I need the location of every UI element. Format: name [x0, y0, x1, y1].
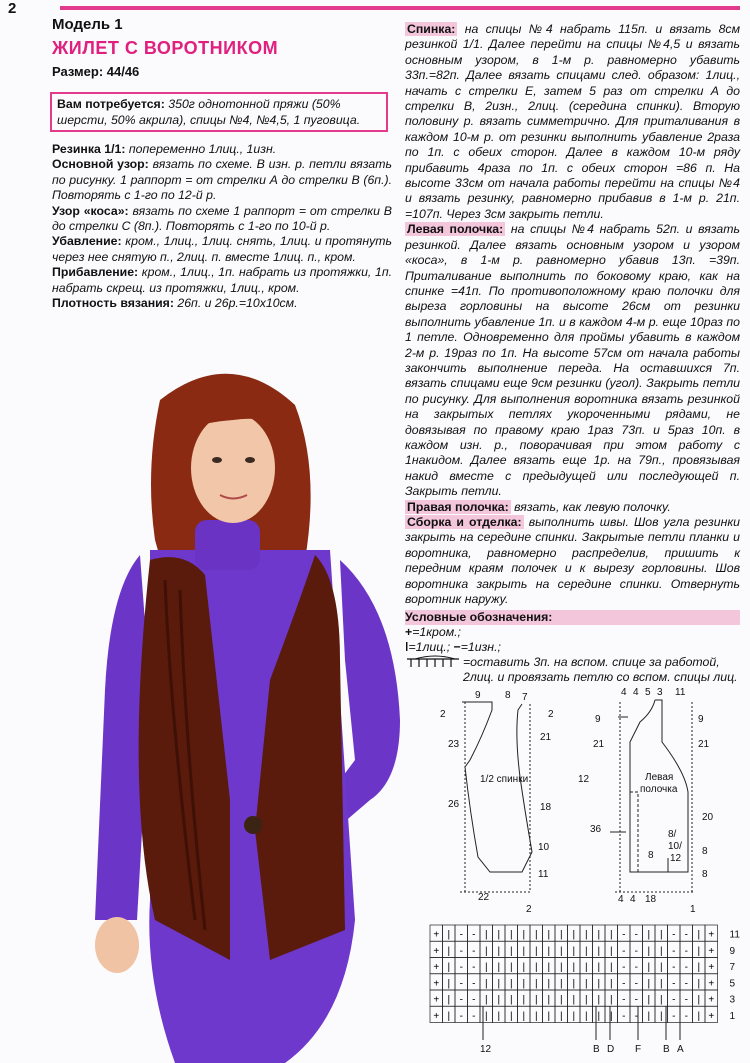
svg-text:полочка: полочка: [640, 784, 678, 795]
chart-symbol: |: [647, 945, 651, 957]
chart-symbol: |: [584, 929, 588, 941]
chart-symbol: -: [622, 962, 626, 973]
chart-bottom-label: B: [593, 1044, 600, 1055]
chart-symbol: |: [597, 994, 601, 1006]
chart-symbol: |: [497, 994, 501, 1006]
chart-symbol: |: [559, 994, 563, 1006]
chart-symbol: -: [472, 994, 476, 1006]
svg-text:36: 36: [590, 824, 602, 835]
legend-title: Условные обозначения:: [405, 610, 740, 625]
svg-text:8: 8: [648, 850, 654, 861]
chart-symbol: -: [684, 962, 688, 973]
chart-symbol: |: [559, 929, 563, 941]
chart-symbol: -: [672, 1010, 676, 1022]
chart-symbol: |: [522, 929, 526, 941]
chart-symbol: -: [634, 994, 638, 1006]
chart-symbol: |: [659, 929, 663, 941]
chart-symbol: |: [559, 945, 563, 957]
svg-text:8/: 8/: [668, 829, 677, 840]
chart-symbol: |: [559, 978, 563, 990]
chart-symbol: |: [597, 962, 601, 973]
chart-bottom-label: B: [663, 1044, 670, 1055]
chart-symbol: |: [534, 978, 538, 990]
chart-row-number: 5: [729, 978, 736, 990]
turtleneck: [195, 520, 260, 570]
chart-symbol: |: [522, 1010, 526, 1022]
back-dim-top: 9: [475, 690, 481, 701]
chart-symbol: -: [622, 1010, 626, 1022]
chart-symbol: -: [672, 994, 676, 1006]
chart-symbol: +: [433, 978, 440, 990]
svg-text:8: 8: [702, 846, 708, 857]
chart-symbol: |: [584, 1010, 588, 1022]
chart-symbol: |: [447, 945, 451, 957]
chart-symbol: |: [647, 1010, 651, 1022]
chart-symbol: -: [634, 945, 638, 957]
svg-text:11: 11: [538, 869, 549, 880]
vest-button: [244, 816, 262, 834]
knitting-chart: [425, 920, 750, 1060]
svg-text:5: 5: [645, 687, 651, 698]
svg-text:11: 11: [675, 687, 686, 698]
technique-item: Основной узор: вязать по схеме. В изн. р. петли вязать по рисунку. 1 раппорт = от стрелки А до стрелки В (6п.). Повторять с 1-го по 12-й р.: [52, 157, 392, 203]
chart-symbol: |: [509, 929, 513, 941]
chart-symbol: |: [447, 929, 451, 941]
chart-symbol: |: [659, 945, 663, 957]
chart-symbol: |: [597, 929, 601, 941]
techniques-section: [52, 142, 392, 311]
chart-symbol: |: [697, 1010, 701, 1022]
chart-symbol: +: [708, 929, 715, 941]
chart-symbol: |: [659, 962, 663, 973]
chart-symbol: |: [534, 945, 538, 957]
chart-symbol: |: [497, 962, 501, 973]
legend-item-knit: ǀ=1лиц.; −=1изн.;: [405, 640, 501, 654]
hand-left: [95, 917, 139, 973]
chart-symbol: |: [484, 994, 488, 1006]
chart-symbol: -: [634, 1010, 638, 1022]
chart-symbol: +: [708, 978, 715, 990]
technique-item: Плотность вязания: 26п. и 26р.=10х10см.: [52, 296, 298, 311]
chart-bottom-label: D: [607, 1044, 615, 1055]
svg-text:2: 2: [440, 709, 446, 720]
chart-symbol: +: [433, 962, 440, 973]
chart-row-number: 11: [729, 929, 740, 941]
chart-symbol: |: [572, 994, 576, 1006]
chart-symbol: -: [459, 962, 463, 973]
chart-symbol: |: [597, 945, 601, 957]
chart-row-number: 3: [729, 994, 736, 1006]
chart-symbol: |: [584, 994, 588, 1006]
instruction-item: Сборка и отделка: выполнить швы. Шов угла резинки закрыть на середине спинки. Закрытые петли планки и воротника, равномерно распределив, пришить к передним краям полочек и к вырезу горловины. Шов воротника закрыть на середине спинки. Отвернуть воротник наружу.: [405, 515, 740, 607]
legend-item-edge: +=1кром.;: [405, 625, 461, 639]
svg-text:21: 21: [698, 739, 710, 750]
chart-symbol: -: [672, 929, 676, 941]
chart-symbol: -: [684, 929, 688, 941]
chart-symbol: |: [584, 978, 588, 990]
chart-symbol: -: [622, 978, 626, 990]
svg-text:4: 4: [618, 894, 624, 905]
pattern-schematics: [430, 682, 750, 922]
chart-symbol: -: [472, 978, 476, 990]
chart-symbol: +: [708, 945, 715, 957]
chart-symbol: +: [433, 994, 440, 1006]
chart-symbol: |: [584, 945, 588, 957]
svg-text:18: 18: [540, 802, 552, 813]
page-number: 2: [8, 0, 17, 17]
chart-symbol: |: [447, 978, 451, 990]
chart-symbol: |: [522, 962, 526, 973]
chart-symbol: |: [484, 1010, 488, 1022]
chart-symbol: -: [672, 962, 676, 973]
chart-symbol: +: [708, 994, 715, 1006]
chart-symbol: +: [433, 929, 440, 941]
chart-symbol: +: [708, 1010, 715, 1022]
svg-text:4: 4: [630, 894, 636, 905]
chart-bottom-label: A: [677, 1044, 684, 1055]
chart-symbol: |: [447, 994, 451, 1006]
chart-symbol: -: [472, 945, 476, 957]
chart-symbol: -: [684, 945, 688, 957]
model-label: Модель 1: [52, 16, 123, 33]
chart-symbol: |: [497, 929, 501, 941]
chart-symbol: -: [634, 978, 638, 990]
technique-item: Убавление: кром., 1лиц., 1лиц. снять, 1лиц. и протянуть через нее снятую п., 2лиц. п. вместе 1лиц. п., кром.: [52, 234, 392, 264]
chart-row-number: 9: [729, 945, 736, 957]
cable-symbol-icon: [405, 655, 463, 669]
chart-symbol: |: [509, 962, 513, 973]
svg-text:26: 26: [448, 799, 460, 810]
chart-symbol: -: [634, 962, 638, 973]
chart-symbol: -: [459, 994, 463, 1006]
chart-symbol: |: [509, 994, 513, 1006]
chart-symbol: |: [522, 994, 526, 1006]
technique-item: Резинка 1/1: попеременно 1лиц., 1изн.: [52, 142, 277, 156]
svg-text:9: 9: [595, 714, 601, 725]
chart-symbol: -: [472, 929, 476, 941]
chart-symbol: |: [697, 945, 701, 957]
back-label: 1/2 спинки: [480, 774, 529, 785]
chart-symbol: |: [647, 962, 651, 973]
svg-text:10/: 10/: [668, 841, 682, 852]
chart-symbol: -: [622, 994, 626, 1006]
chart-symbol: |: [659, 994, 663, 1006]
svg-text:18: 18: [645, 894, 657, 905]
svg-text:2: 2: [526, 904, 532, 915]
chart-symbol: |: [547, 962, 551, 973]
chart-symbol: |: [547, 1010, 551, 1022]
chart-symbol: -: [672, 945, 676, 957]
svg-text:23: 23: [448, 739, 460, 750]
chart-bottom-label: F: [635, 1044, 642, 1055]
chart-symbol: -: [634, 929, 638, 941]
svg-text:12: 12: [670, 853, 682, 864]
chart-symbol: |: [497, 978, 501, 990]
instruction-item: Спинка: на спицы №4 набрать 115п. и вязать 8см резинкой 1/1. Далее перейти на спицы №4,5 и вязать основным узором, в 1-м р. равномерно убавить 33п.=82п. Далее вязать спицами след. образом: 1лиц., начать с стрелки Е, затем 5 раз от стрелки А до стрелки В, 2изн., 2лиц. (середина спинки). Вторую половину р. вязать симметрично. Для приталивания в каждом 10-м р. от резинки выполнить убавление 2раза по 1п. с обеих сторон. Далее в каждом 10-м ряду прибавить 4раза по 1п. с обеих сторон =86 п. На высоте 33см от начала работы перейти на спицы №4 и вязать резинку, равномерно прибавив в 1-м р. 21п. =107п. Через 3см закрыть петли.: [405, 22, 740, 221]
chart-symbol: |: [534, 929, 538, 941]
chart-symbol: |: [659, 1010, 663, 1022]
chart-symbol: |: [559, 962, 563, 973]
chart-symbol: |: [484, 962, 488, 973]
chart-symbol: |: [697, 929, 701, 941]
instructions-section: [405, 22, 740, 607]
chart-symbol: |: [659, 978, 663, 990]
front-label: Левая: [645, 772, 674, 783]
materials-box: [50, 92, 388, 132]
face: [191, 413, 275, 523]
chart-symbol: |: [597, 978, 601, 990]
chart-symbol: |: [584, 962, 588, 973]
chart-symbol: -: [684, 1010, 688, 1022]
chart-bottom-label: 12: [480, 1044, 492, 1055]
chart-symbol: |: [572, 962, 576, 973]
chart-symbol: |: [497, 1010, 501, 1022]
svg-text:2: 2: [548, 709, 554, 720]
chart-symbol: |: [572, 945, 576, 957]
chart-symbol: |: [547, 978, 551, 990]
model-photo: [55, 360, 405, 1063]
legend: [405, 610, 745, 685]
chart-symbol: |: [697, 994, 701, 1006]
page-title: ЖИЛЕТ С ВОРОТНИКОМ: [52, 38, 279, 58]
chart-symbol: |: [547, 945, 551, 957]
chart-symbol: -: [459, 929, 463, 941]
chart-symbol: |: [522, 978, 526, 990]
chart-symbol: |: [509, 1010, 513, 1022]
technique-item: Прибавление: кром., 1лиц., 1п. набрать из протяжки, 1п. набрать скрещ. из протяжки, 1лиц., кром.: [52, 265, 392, 295]
chart-symbol: |: [609, 929, 613, 941]
technique-item: Узор «коса»: вязать по схеме 1 раппорт = от стрелки В до стрелки С (8п.). Повторять с 1-го по 10-й р.: [52, 203, 392, 234]
chart-symbol: |: [484, 945, 488, 957]
chart-symbol: |: [547, 994, 551, 1006]
chart-symbol: |: [609, 978, 613, 990]
chart-symbol: |: [572, 1010, 576, 1022]
svg-text:22: 22: [478, 892, 490, 903]
chart-symbol: -: [684, 994, 688, 1006]
chart-symbol: |: [534, 994, 538, 1006]
chart-symbol: |: [484, 929, 488, 941]
svg-text:8: 8: [505, 690, 511, 701]
svg-text:20: 20: [702, 812, 714, 823]
svg-text:3: 3: [657, 687, 663, 698]
chart-symbol: |: [497, 945, 501, 957]
legend-item-cable: =оставить 3п. на вспом. спице за работой, 2лиц. и провязать петлю со вспом. спицы лиц.: [405, 655, 745, 685]
chart-row-number: 7: [729, 962, 736, 973]
back-outline: [462, 702, 532, 872]
instruction-item: Левая полочка: на спицы №4 набрать 52п. и вязать резинкой. Далее вязать основным узором и узором «коса», в 1-м р. равномерно убавив 13п. =39п. Приталивание выполнить по боковому краю, как на спинке =41п. По противоположному краю полочки для выреза горловины на высоте 26см от резинки выполнить убавление 1п. и в каждом 4-м р. еще 10раз по 1 петле. Одновременно для проймы убавить в каждом 2-м р. 19раз по 1п. На высоте 57см от начала работы закончить выполнение переда. На оставшихся 7п. вязать спицами еще 9см резинки (угол). Закрыть петли по рисунку. Для выполнения воротника вязать резинкой на закрытых петлях укороченными рядами, не довязывая по правому краю 1раз 73п. и 5раз 10п. в каждом изн. р., поворачивая при этом работу с 1накидом. Далее вязать еще 1р. на 79п., провязывая накид вместе с предыдущей или последующей п. Закрыть петли.: [405, 222, 740, 499]
chart-symbol: |: [697, 962, 701, 973]
svg-text:1: 1: [690, 904, 696, 915]
svg-text:7: 7: [522, 692, 528, 703]
svg-text:8: 8: [702, 869, 708, 880]
chart-symbol: |: [534, 962, 538, 973]
chart-symbol: |: [534, 1010, 538, 1022]
chart-symbol: |: [484, 978, 488, 990]
chart-symbol: |: [609, 1010, 613, 1022]
instruction-item: Правая полочка: вязать, как левую полочку.: [407, 499, 671, 514]
chart-symbol: |: [547, 929, 551, 941]
svg-text:9: 9: [698, 714, 704, 725]
chart-symbol: |: [447, 1010, 451, 1022]
svg-text:10: 10: [538, 842, 550, 853]
chart-symbol: -: [472, 1010, 476, 1022]
chart-symbol: -: [459, 1010, 463, 1022]
svg-text:12: 12: [578, 774, 590, 785]
chart-symbol: |: [572, 978, 576, 990]
chart-symbol: |: [447, 962, 451, 973]
chart-symbol: |: [647, 994, 651, 1006]
chart-symbol: |: [509, 978, 513, 990]
chart-symbol: |: [597, 1010, 601, 1022]
chart-symbol: |: [609, 945, 613, 957]
chart-symbol: |: [522, 945, 526, 957]
chart-symbol: -: [472, 962, 476, 973]
chart-symbol: |: [572, 929, 576, 941]
top-accent-bar: [60, 6, 740, 10]
chart-symbol: -: [672, 978, 676, 990]
svg-text:21: 21: [593, 739, 605, 750]
chart-symbol: |: [609, 962, 613, 973]
svg-text:4: 4: [621, 687, 627, 698]
svg-text:21: 21: [540, 732, 552, 743]
chart-row-number: 1: [729, 1010, 736, 1022]
materials-text: 350г однотонной пряжи (50% шерсти, 50% акрила), спицы №4, №4,5, 1 пуговица.: [57, 97, 361, 127]
chart-symbol: |: [647, 978, 651, 990]
chart-symbol: |: [697, 978, 701, 990]
chart-symbol: -: [622, 945, 626, 957]
chart-symbol: |: [509, 945, 513, 957]
chart-symbol: |: [609, 994, 613, 1006]
chart-symbol: |: [559, 1010, 563, 1022]
chart-symbol: -: [459, 945, 463, 957]
chart-symbol: -: [459, 978, 463, 990]
materials-label: Вам потребуется:: [57, 97, 165, 111]
chart-symbol: -: [622, 929, 626, 941]
chart-symbol: +: [708, 962, 715, 973]
chart-symbol: |: [647, 929, 651, 941]
size-label: Размер: 44/46: [52, 64, 140, 79]
chart-symbol: -: [684, 978, 688, 990]
chart-symbol: +: [433, 945, 440, 957]
svg-text:4: 4: [633, 687, 639, 698]
chart-symbol: +: [433, 1010, 440, 1022]
